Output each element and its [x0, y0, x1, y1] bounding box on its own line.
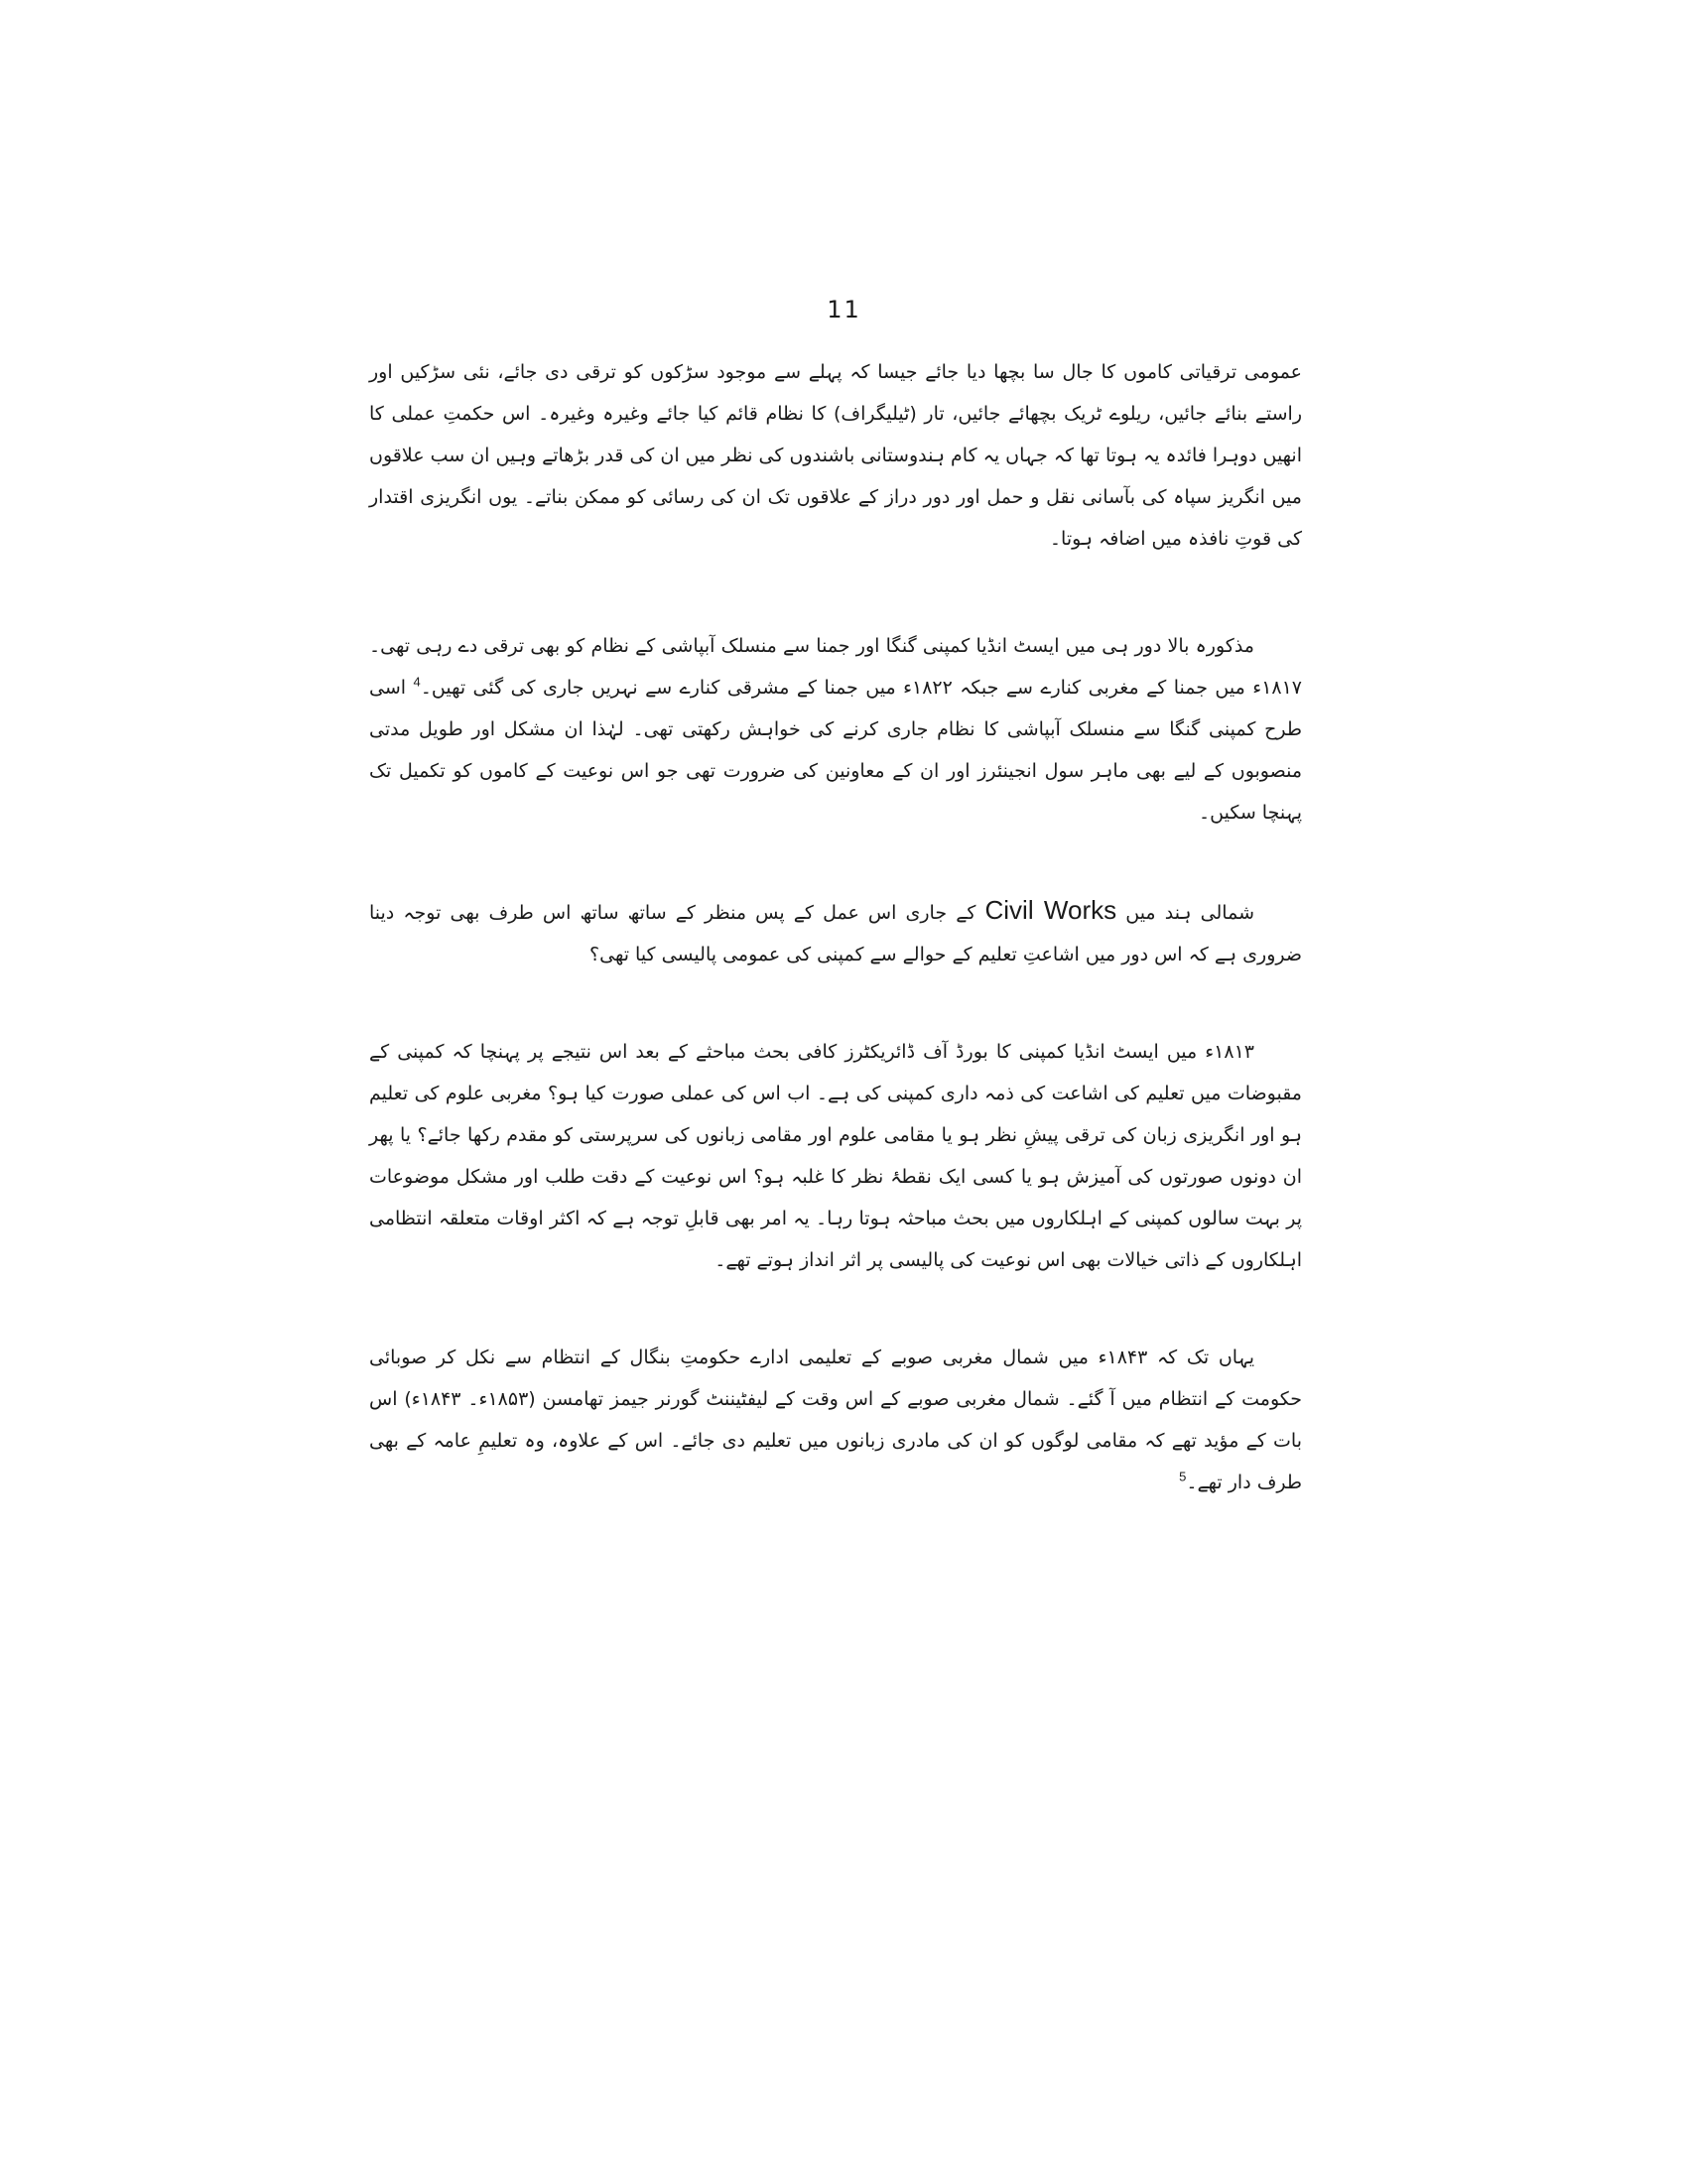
paragraph-3-text-start: شمالی ہند میں: [1116, 902, 1254, 924]
page-number: 11: [827, 296, 861, 323]
paragraph-3: [369, 889, 1302, 975]
paragraph-1: عمومی ترقیاتی کاموں کا جال سا بچھا دیا جائے جیسا کہ پہلے سے موجود سڑکوں کو ترقی دی جائے، نئی سڑکیں اور راستے بنائے جائیں، ریلوے ٹریک بچھائے جائیں، تار (ٹیلیگراف) کا نظام قائم کیا جائے وغیرہ وغیرہ۔ اس حکمتِ عملی کا انھیں دوہرا فائدہ یہ ہوتا تھا کہ جہاں یہ کام ہندوستانی باشندوں کی نظر میں ان کی قدر بڑھاتے وہیں ان سب علاقوں میں انگریز سپاہ کی بآسانی نقل و حمل اور دور دراز کے علاقوں تک ان کی رسائی کو ممکن بناتے۔ یوں انگریزی اقتدار کی قوتِ نافذہ میں اضافہ ہوتا۔: [369, 361, 1302, 550]
paragraph-2-text: مذکورہ بالا دور ہی میں ایسٹ انڈیا کمپنی گنگا اور جمنا سے منسلک آبپاشی کے نظام کو بھی ترقی دے رہی تھی۔ ۱۸۱۷ء میں جمنا کے مغربی کنارے سے جبکہ ۱۸۲۲ء میں جمنا کے مشرقی کنارے سے نہریں جاری کی گئی تھیں۔: [369, 635, 1303, 699]
paragraph-4: ۱۸۱۳ء میں ایسٹ انڈیا کمپنی کا بورڈ آف ڈائریکٹرز کافی بحث مباحثے کے بعد اس نتیجے پر پہنچا کہ کمپنی کے مقبوضات میں تعلیم کی اشاعت کی ذمہ داری کمپنی کی ہے۔ اب اس کی عملی صورت کیا ہو؟ مغربی علوم کی تعلیم ہو اور انگریزی زبان کی ترقی پیشِ نظر ہو یا مقامی علوم اور مقامی زبانوں کی سرپرستی کو مقدم رکھا جائے؟ یا پھر ان دونوں صورتوں کی آمیزش ہو یا کسی ایک نقطۂ نظر کا غلبہ ہو؟ اس نوعیت کے دقت طلب اور مشکل موضوعات پر بہت سالوں کمپنی کے اہلکاروں میں بحث مباحثہ ہوتا رہا۔ یہ امر بھی قابلِ توجہ ہے کہ اکثر اوقات متعلقہ انتظامی اہلکاروں کے ذاتی خیالات بھی اس نوعیت کی پالیسی پر اثر انداز ہوتے تھے۔: [369, 1041, 1302, 1271]
footnote-ref-5: 5: [1179, 1469, 1187, 1484]
civil-works-term: Civil Works: [984, 895, 1117, 925]
page-body: [369, 351, 1302, 1503]
paragraph-3-text-end: کے جاری اس عمل کے پس منظر کے ساتھ ساتھ اس طرف بھی توجہ دینا ضروری ہے کہ اس دور میں اشاعتِ تعلیم کے حوالے سے کمپنی کی عمومی پالیسی کیا تھی؟: [369, 902, 1302, 965]
paragraph-5-text: یہاں تک کہ ۱۸۴۳ء میں شمال مغربی صوبے کے تعلیمی ادارے حکومتِ بنگال کے انتظام سے نکل کر صوبائی حکومت کے انتظام میں آ گئے۔ شمال مغربی صوبے کے اس وقت کے لیفٹیننٹ گورنر جیمز تھامسن (۱۸۵۳ء۔ ۱۸۴۳ء) اس بات کے مؤید تھے کہ مقامی لوگوں کو ان کی مادری زبانوں میں تعلیم دی جائے۔ اس کے علاوہ، وہ تعلیمِ عامہ کے بھی طرف دار تھے۔: [369, 1347, 1302, 1493]
paragraph-2: [369, 625, 1302, 834]
footnote-ref-4: 4: [413, 674, 421, 690]
paragraph-5: [369, 1337, 1302, 1503]
paragraph-2-text-rest: اسی طرح کمپنی گنگا سے منسلک آبپاشی کا نظام جاری کرنے کی خواہش رکھتی تھی۔ لہٰذا ان مشکل اور طویل مدتی منصوبوں کے لیے بھی ماہر سول انجینئرز اور ان کے معاونین کی ضرورت تھی جو اس نوعیت کے کاموں کو تکمیل تک پہنچا سکیں۔: [369, 677, 1302, 824]
